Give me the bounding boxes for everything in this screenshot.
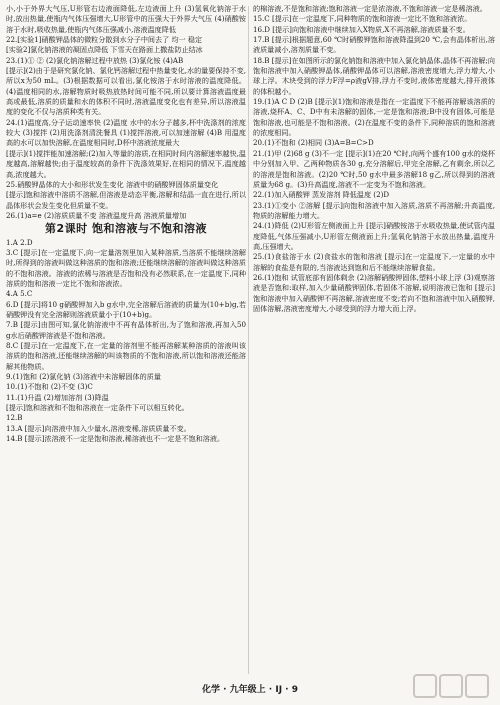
answer-paragraph: 25.硝酸钾晶体的大小和形状发生变化 溶液中的硝酸钾固体质量变化	[6, 179, 219, 189]
right-column	[253, 4, 495, 676]
answer-paragraph: 10.(1)不饱和 (2)不变 (3)C	[6, 382, 93, 392]
column-divider	[248, 6, 249, 674]
answer-paragraph: 24.(1)降低 (2)U形管左侧液面上升 [提示]硝酸铵溶于水吸收热量,使试管内温度降低,气体压强减小,U形管左侧液面上升;氢氧化钠溶于水放出热量,温度升高,压强增大。	[253, 221, 495, 251]
left-answers	[6, 4, 246, 221]
answer-paragraph: 9.(1)饱和 (2)氯化钠 (3)溶液中未溶解固体的质量	[6, 372, 161, 382]
right-answers	[253, 4, 495, 314]
answer-paragraph: 21.(1)甲 (2)68 g (3)不一定 [提示](1)在20 ℃时,向两个盛有100 g水的烧杯中分别加入甲、乙两种物质各30 g,充分溶解后,甲完全溶解,乙有剩余,所以乙的溶液是饱和溶液。(2)20 ℃时,50 g水中最多溶解18 g乙,所以得到的溶液质量为68 g。(3)升高温度,溶液不一定变为不饱和溶液。	[253, 148, 495, 189]
answer-paragraph: 12.B	[6, 413, 23, 423]
answer-paragraph: 16.D [提示]向饱和溶液中继续加入X物质,X不再溶解,溶液质量不变。	[253, 24, 470, 34]
answer-paragraph: 1.A 2.D	[6, 237, 33, 247]
answer-paragraph: 4.A 5.C	[6, 289, 33, 299]
answer-paragraph: 22.[实验1]硝酸钾晶体的微粒分散到水分子中间去了 均一 稳定	[6, 35, 203, 45]
answer-paragraph: 8.C [提示]在一定温度下,在一定量的溶剂里不能再溶解某种溶质的溶液叫该溶质的饱和溶液,还能继续溶解的叫该物质的不饱和溶液,所以饱和溶液还能溶解其他物质。	[6, 341, 246, 371]
answer-paragraph: 23.(1)①变小 ②溶解 [提示]向饱和溶液中加入溶质,溶质不再溶解;升高温度,物质的溶解能力增大。	[253, 200, 495, 220]
answer-paragraph: [提示]饱和溶液和不饱和溶液在一定条件下可以相互转化。	[6, 403, 189, 413]
left-answers-lesson2	[6, 238, 246, 445]
left-column	[6, 4, 246, 676]
answer-paragraph: 26.(1)a=e (2)溶质质量不变 溶液温度升高 溶液质量增加	[6, 210, 187, 220]
answer-paragraph: 7.B [提示]由图可知,氯化钠溶液中不再有晶体析出,为了饱和溶液,再加入50 g水后硝酸钾溶液是不饱和溶液。	[6, 320, 246, 340]
answer-paragraph: 3.C [提示]在一定温度下,向一定量溶剂里加入某种溶质,当溶质不能继续溶解时,所得到的溶液叫做这种溶质的饱和溶液;还能继续溶解的溶液叫做这种溶质的不饱和溶液。溶液的浓稀与溶液是否饱和没有必然联系,在一定温度下,同种溶质的饱和溶液一定比不饱和溶液浓。	[6, 247, 246, 288]
answer-paragraph: 15.C [提示]在一定温度下,同种物质的饱和溶液一定比不饱和溶液浓。	[253, 14, 472, 24]
answer-paragraph: 22.(1)加入硝酸钾 蒸发溶剂 降低温度 (2)D	[253, 190, 390, 200]
answer-paragraph: 14.B [提示]浓溶液不一定是饱和溶液,稀溶液也不一定是不饱和溶液。	[6, 434, 225, 444]
answer-paragraph: 20.(1)不饱和 (2)相同 (3)A=B=C>D	[253, 138, 374, 148]
page-footer: 化学 · 九年级上 · IJ · 9	[201, 685, 299, 695]
answer-paragraph: 26.(1)饱和 试管底部有固体剩余 (2)溶解硝酸钾固体,塑料小球上浮 (3)观察溶液是否饱和:取样,加入少量硝酸钾固体,若固体不溶解,说明溶液已饱和 [提示]饱和溶液中加入硝酸钾不再溶解,溶液密度不变;若向不饱和溶液中加入硝酸钾,固体溶解,溶液密度增大,小球受到的浮力增大而上浮。	[253, 272, 495, 313]
answer-paragraph: [提示](2)由于是研究氯化钠、氯化钙溶解过程中热量变化,水的量要保持不变,所以x为50 mL。(3)根据数据可以看出,氯化铵溶于水时溶液的温度降低。(4)温度相同的水,溶解物质时吸热放热时间可能不同,所以要计算溶液温度最高或最低,溶质的质量和水的体积不同时,溶液温度变化也有差异,所以溶液温度的变化不仅与溶质种类有关。	[6, 66, 246, 117]
answer-paragraph: 25.(1)食盐溶于水 (2)食盐水的饱和溶液 [提示]在一定温度下,一定量的水中溶解的食盐是有限的,当溶液达到饱和后不能继续溶解食盐。	[253, 252, 495, 272]
answer-paragraph: 19.(1)A C D (2)B [提示](1)饱和溶液是指在一定温度下不能再溶解该溶质的溶液,烧杯A、C、D中有未溶解的固体,一定是饱和溶液;B中没有固体,可能是饱和溶液,也可能是不饱和溶液。(2)在温度不变的条件下,同种溶质的饱和溶液的浓度相同。	[253, 97, 495, 138]
answer-paragraph: 24.(1)温度高,分子运动速率快 (2)温度 水中的水分子越多,杯中洗涤剂的浓度较大 (3)搅拌 (2)用洗涤剂清洗餐具 (1)搅拌溶液,可以加速溶解 (4)B 用温度高的水可以加快溶解,在温度相同时,D杯中溶液浓度最大	[6, 117, 246, 148]
answer-paragraph: [提示]饱和溶液中溶质不溶解,但溶液是动态平衡,溶解和结晶一直在进行,所以晶体形状会发生变化但质量不变。	[6, 190, 246, 210]
answer-paragraph: 的棉溶液,不是饱和溶液;饱和溶液一定是浓溶液,不饱和溶液一定是稀溶液。	[253, 4, 487, 13]
answer-paragraph: 18.B [提示]在如图所示的氯化钠饱和溶液中加入氯化钠晶体,晶体不再溶解;向饱和溶液中加入硝酸钾晶体,硝酸钾晶体可以溶解,溶液密度增大,浮力增大,小球上浮。木块受到的浮力F浮=ρ液gV排,浮力不变时,液体密度越大,排开液体的体积越小。	[253, 55, 495, 96]
answer-paragraph: [实验2]氯化钠溶液的凝固点降低 下雪天在路面上撒盐防止结冰	[6, 45, 203, 55]
section-title: 第2课时 饱和溶液与不饱和溶液	[45, 222, 207, 236]
answer-paragraph: [提示](1)搅拌能加速溶解;(2)加入等量的溶质,在相同时间内溶解速率越快,温度越高,溶解越快;由于温度较高的条件下洗涤效果好,在相同的情况下,温度越高,浓度越大。	[6, 148, 246, 179]
watermark-logo-icon	[412, 671, 492, 701]
answer-paragraph: 17.B [提示]根据题意,60 ℃时硝酸钾饱和溶液降温到20 ℃,会有晶体析出,溶液质量减小,溶剂质量不变。	[253, 35, 495, 55]
answer-paragraph: 6.D [提示]将10 g硝酸钾加入b g水中,完全溶解后溶液的质量为(10+b)g,若硝酸钾没有完全溶解则溶液质量小于(10+b)g。	[6, 299, 246, 319]
answer-paragraph: 23.(1)① ② (2)氯化钠溶解过程中放热 (3)氯化铵 (4)AB	[6, 55, 184, 65]
answer-paragraph: 13.A [提示]向溶液中加入少量水,溶液变稀,溶质质量不变。	[6, 423, 191, 433]
answer-paragraph: 11.(1)升温 (2)增加溶剂 (3)降温	[6, 392, 109, 402]
answer-paragraph: 小,小于外界大气压,U形管右边液面降低,左边液面上升 (3)氢氧化钠溶于水时,放出热量,使瓶内气体压强增大,U形管中的压强大于外界大气压 (4)硝酸铵溶于水时,吸收热量,使瓶内气体压强减小,溶液温度降低	[6, 4, 246, 34]
